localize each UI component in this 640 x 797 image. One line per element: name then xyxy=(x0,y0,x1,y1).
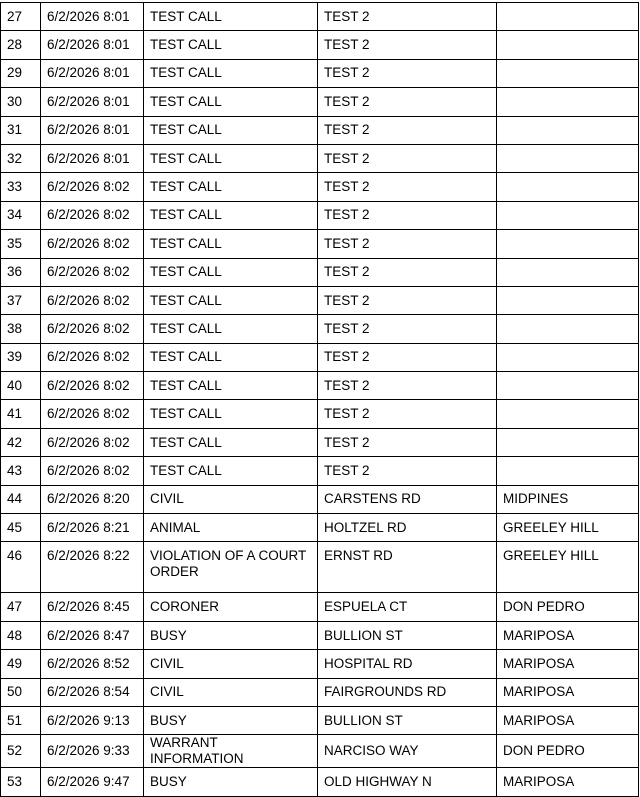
table-row xyxy=(1,621,639,649)
location-cell: TEST 2 xyxy=(318,230,497,258)
datetime-cell: 6/2/2026 8:01 xyxy=(41,31,144,59)
row-number-cell: 34 xyxy=(1,201,41,229)
call-type-cell: TEST CALL xyxy=(144,343,318,371)
row-number-cell: 27 xyxy=(1,3,41,31)
row-number-cell: 29 xyxy=(1,59,41,87)
area-cell: DON PEDRO xyxy=(497,593,639,621)
row-number-cell: 36 xyxy=(1,258,41,286)
row-number-cell: 39 xyxy=(1,343,41,371)
row-number-cell: 52 xyxy=(1,735,41,768)
row-number-cell: 50 xyxy=(1,678,41,706)
location-cell: TEST 2 xyxy=(318,315,497,343)
table-row xyxy=(1,514,639,542)
area-cell xyxy=(497,343,639,371)
datetime-cell: 6/2/2026 8:21 xyxy=(41,514,144,542)
table-row xyxy=(1,258,639,286)
location-cell: TEST 2 xyxy=(318,201,497,229)
location-cell: HOSPITAL RD xyxy=(318,650,497,678)
row-number-cell: 33 xyxy=(1,173,41,201)
datetime-cell: 6/2/2026 8:02 xyxy=(41,201,144,229)
call-type-cell: TEST CALL xyxy=(144,315,318,343)
table-row xyxy=(1,315,639,343)
table-row xyxy=(1,286,639,314)
call-type-cell: TEST CALL xyxy=(144,88,318,116)
row-number-cell: 53 xyxy=(1,768,41,796)
table-row xyxy=(1,706,639,734)
call-type-cell: TEST CALL xyxy=(144,173,318,201)
area-cell xyxy=(497,59,639,87)
row-number-cell: 37 xyxy=(1,286,41,314)
call-type-cell: BUSY xyxy=(144,706,318,734)
table-row xyxy=(1,457,639,485)
location-cell: TEST 2 xyxy=(318,88,497,116)
location-cell: TEST 2 xyxy=(318,3,497,31)
location-cell: TEST 2 xyxy=(318,286,497,314)
location-cell: TEST 2 xyxy=(318,116,497,144)
area-cell: GREELEY HILL xyxy=(497,542,639,593)
row-number-cell: 32 xyxy=(1,144,41,172)
call-type-cell: TEST CALL xyxy=(144,3,318,31)
area-cell: DON PEDRO xyxy=(497,735,639,768)
call-type-cell: CIVIL xyxy=(144,650,318,678)
location-cell: FAIRGROUNDS RD xyxy=(318,678,497,706)
table-row xyxy=(1,59,639,87)
row-number-cell: 51 xyxy=(1,706,41,734)
call-type-cell: TEST CALL xyxy=(144,201,318,229)
location-cell: TEST 2 xyxy=(318,372,497,400)
area-cell xyxy=(497,258,639,286)
area-cell xyxy=(497,144,639,172)
datetime-cell: 6/2/2026 8:45 xyxy=(41,593,144,621)
area-cell xyxy=(497,116,639,144)
datetime-cell: 6/2/2026 8:02 xyxy=(41,286,144,314)
call-type-cell: BUSY xyxy=(144,768,318,796)
area-cell xyxy=(497,230,639,258)
call-type-cell: CIVIL xyxy=(144,485,318,513)
call-type-cell: CORONER xyxy=(144,593,318,621)
datetime-cell: 6/2/2026 8:02 xyxy=(41,428,144,456)
location-cell: BULLION ST xyxy=(318,621,497,649)
row-number-cell: 41 xyxy=(1,400,41,428)
row-number-cell: 49 xyxy=(1,650,41,678)
datetime-cell: 6/2/2026 8:02 xyxy=(41,372,144,400)
table-row xyxy=(1,230,639,258)
datetime-cell: 6/2/2026 8:02 xyxy=(41,400,144,428)
row-number-cell: 35 xyxy=(1,230,41,258)
datetime-cell: 6/2/2026 8:02 xyxy=(41,230,144,258)
location-cell: ERNST RD xyxy=(318,542,497,593)
table-row xyxy=(1,542,639,593)
call-log-body xyxy=(1,3,639,797)
area-cell xyxy=(497,173,639,201)
datetime-cell: 6/2/2026 8:02 xyxy=(41,457,144,485)
table-row xyxy=(1,31,639,59)
datetime-cell: 6/2/2026 8:01 xyxy=(41,116,144,144)
table-row xyxy=(1,116,639,144)
area-cell xyxy=(497,428,639,456)
datetime-cell: 6/2/2026 8:47 xyxy=(41,621,144,649)
datetime-cell: 6/2/2026 8:02 xyxy=(41,315,144,343)
call-type-cell: ANIMAL xyxy=(144,514,318,542)
location-cell: TEST 2 xyxy=(318,428,497,456)
location-cell: TEST 2 xyxy=(318,343,497,371)
location-cell: OLD HIGHWAY N xyxy=(318,768,497,796)
row-number-cell: 28 xyxy=(1,31,41,59)
table-row xyxy=(1,485,639,513)
call-type-cell: TEST CALL xyxy=(144,400,318,428)
call-type-cell: TEST CALL xyxy=(144,230,318,258)
area-cell: MARIPOSA xyxy=(497,621,639,649)
location-cell: CARSTENS RD xyxy=(318,485,497,513)
datetime-cell: 6/2/2026 8:01 xyxy=(41,144,144,172)
location-cell: NARCISO WAY xyxy=(318,735,497,768)
table-row xyxy=(1,88,639,116)
area-cell: MARIPOSA xyxy=(497,678,639,706)
table-row xyxy=(1,650,639,678)
call-type-cell: TEST CALL xyxy=(144,286,318,314)
datetime-cell: 6/2/2026 9:33 xyxy=(41,735,144,768)
call-type-cell: TEST CALL xyxy=(144,31,318,59)
call-type-cell: TEST CALL xyxy=(144,258,318,286)
area-cell xyxy=(497,400,639,428)
location-cell: ESPUELA CT xyxy=(318,593,497,621)
datetime-cell: 6/2/2026 9:47 xyxy=(41,768,144,796)
location-cell: TEST 2 xyxy=(318,31,497,59)
row-number-cell: 38 xyxy=(1,315,41,343)
location-cell: TEST 2 xyxy=(318,173,497,201)
table-row xyxy=(1,400,639,428)
datetime-cell: 6/2/2026 8:54 xyxy=(41,678,144,706)
area-cell: GREELEY HILL xyxy=(497,514,639,542)
row-number-cell: 46 xyxy=(1,542,41,593)
row-number-cell: 48 xyxy=(1,621,41,649)
row-number-cell: 40 xyxy=(1,372,41,400)
datetime-cell: 6/2/2026 9:13 xyxy=(41,706,144,734)
call-type-cell: TEST CALL xyxy=(144,428,318,456)
datetime-cell: 6/2/2026 8:02 xyxy=(41,173,144,201)
table-row xyxy=(1,428,639,456)
row-number-cell: 44 xyxy=(1,485,41,513)
area-cell xyxy=(497,372,639,400)
location-cell: TEST 2 xyxy=(318,457,497,485)
datetime-cell: 6/2/2026 8:52 xyxy=(41,650,144,678)
datetime-cell: 6/2/2026 8:01 xyxy=(41,3,144,31)
datetime-cell: 6/2/2026 8:02 xyxy=(41,343,144,371)
table-row xyxy=(1,144,639,172)
area-cell xyxy=(497,201,639,229)
table-row xyxy=(1,372,639,400)
area-cell: MARIPOSA xyxy=(497,650,639,678)
call-type-cell: TEST CALL xyxy=(144,59,318,87)
call-type-cell: CIVIL xyxy=(144,678,318,706)
area-cell: MARIPOSA xyxy=(497,706,639,734)
table-row xyxy=(1,173,639,201)
row-number-cell: 30 xyxy=(1,88,41,116)
location-cell: TEST 2 xyxy=(318,400,497,428)
location-cell: TEST 2 xyxy=(318,59,497,87)
area-cell xyxy=(497,3,639,31)
call-type-cell: TEST CALL xyxy=(144,116,318,144)
table-row xyxy=(1,768,639,796)
call-type-cell: TEST CALL xyxy=(144,372,318,400)
table-row xyxy=(1,593,639,621)
area-cell xyxy=(497,88,639,116)
area-cell xyxy=(497,286,639,314)
datetime-cell: 6/2/2026 8:02 xyxy=(41,258,144,286)
datetime-cell: 6/2/2026 8:01 xyxy=(41,59,144,87)
call-type-cell: BUSY xyxy=(144,621,318,649)
row-number-cell: 47 xyxy=(1,593,41,621)
location-cell: HOLTZEL RD xyxy=(318,514,497,542)
call-type-cell: TEST CALL xyxy=(144,457,318,485)
call-type-cell: WARRANT INFORMATION xyxy=(144,735,318,768)
area-cell xyxy=(497,31,639,59)
table-row xyxy=(1,678,639,706)
datetime-cell: 6/2/2026 8:20 xyxy=(41,485,144,513)
call-log-table xyxy=(0,2,639,797)
area-cell: MARIPOSA xyxy=(497,768,639,796)
call-type-cell: VIOLATION OF A COURT ORDER xyxy=(144,542,318,593)
table-row xyxy=(1,3,639,31)
area-cell: MIDPINES xyxy=(497,485,639,513)
location-cell: BULLION ST xyxy=(318,706,497,734)
area-cell xyxy=(497,457,639,485)
location-cell: TEST 2 xyxy=(318,258,497,286)
datetime-cell: 6/2/2026 8:22 xyxy=(41,542,144,593)
row-number-cell: 43 xyxy=(1,457,41,485)
call-type-cell: TEST CALL xyxy=(144,144,318,172)
row-number-cell: 45 xyxy=(1,514,41,542)
area-cell xyxy=(497,315,639,343)
table-row xyxy=(1,343,639,371)
location-cell: TEST 2 xyxy=(318,144,497,172)
row-number-cell: 42 xyxy=(1,428,41,456)
row-number-cell: 31 xyxy=(1,116,41,144)
datetime-cell: 6/2/2026 8:01 xyxy=(41,88,144,116)
table-row xyxy=(1,201,639,229)
